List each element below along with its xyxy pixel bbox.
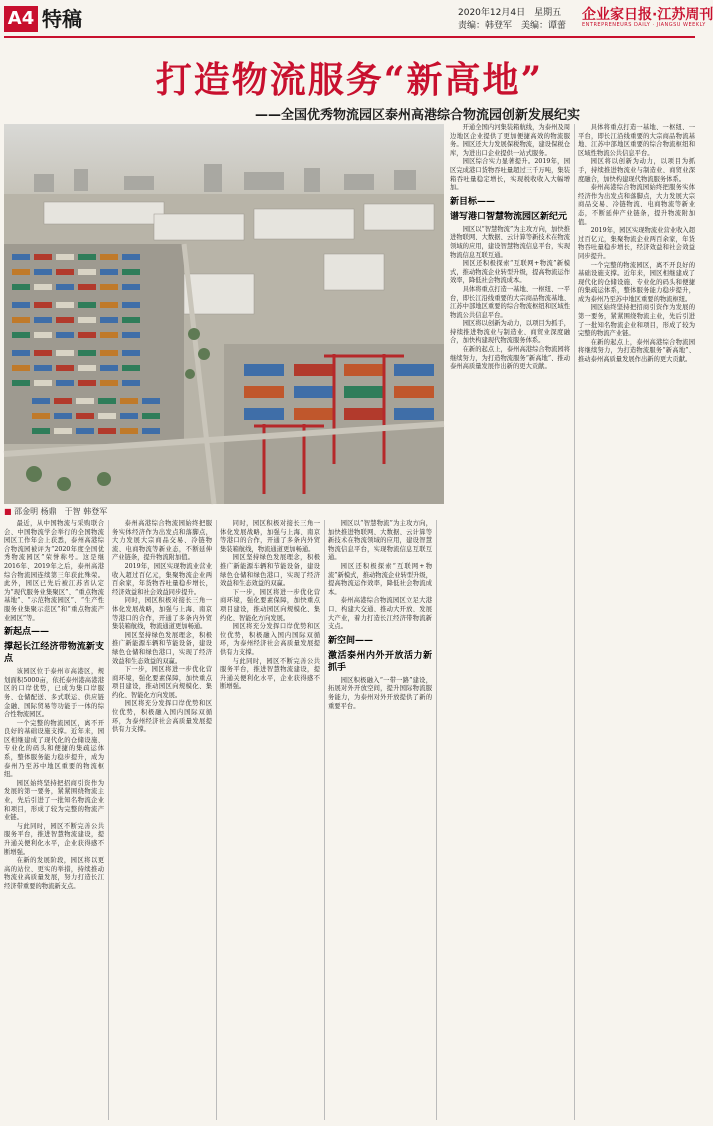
paragraph: 园区坚持绿色发展理念，积极推广新能源车辆和节能设备，建设绿色仓储和绿色港口，实现了经济效益和生态效益的双赢。 <box>112 631 212 665</box>
paragraph: 泰州高港综合物流园始终把服务实体经济作为出发点和落脚点，大力发展大宗商品交易、冷链物流、电商物流等新业态，不断延伸产业链条，提升物流附加值。 <box>112 520 212 562</box>
header-divider <box>4 36 695 38</box>
headline: 打造物流服务“新高地” <box>155 59 544 101</box>
newspaper-brand-en: ENTREPRENEURS DAILY · JIANGSU WEEKLY <box>582 22 706 28</box>
paragraph: 园区积极融入“一带一路”建设，拓展对外开放空间，提升国际物流服务能力，为泰州对外开放提供了新的重要平台。 <box>328 676 432 710</box>
paragraph: 一个完整的物流园区，离不开良好的基础设施支撑。近年来，园区相继建成了现代化的仓储设施、专业化的码头和便捷的集疏运体系，整体服务能力稳步提升，成为泰州乃至苏中地区重要的物流枢纽。 <box>578 261 695 303</box>
page-header <box>0 0 713 44</box>
paragraph: 园区将以创新为动力，以项目为抓手，持续推进物流业与制造业、商贸业深度融合，加快构建现代物流服务体系。 <box>578 158 695 183</box>
page-number-badge: A4 <box>4 6 38 32</box>
paragraph: 园区将以创新为动力，以项目为抓手，持续推进物流业与制造业、商贸业深度融合，加快构建现代物流服务体系。 <box>450 320 570 345</box>
paragraph: 与此同时，园区不断完善公共服务平台，推进智慧物流建设，提升通关便利化水平，企业获得感不断增强。 <box>4 822 104 856</box>
aerial-photo-logistics-park <box>4 124 444 504</box>
caption-marker: ■ <box>4 507 12 516</box>
paragraph: 园区始终坚持把招商引资作为发展的第一要务，紧紧围绕物流主业，先后引进了一批知名物流企业和项目，形成了较为完整的物流产业链。 <box>578 304 695 338</box>
paragraph: 园区以“智慧物流”为主攻方向，加快推进物联网、大数据、云计算等新技术在物流领域的应用，建设智慧物流信息平台，实现物流信息互联互通。 <box>328 520 432 562</box>
subheadline: ——全国优秀物流园区泰州高港综合物流园创新发展纪实 <box>254 108 580 123</box>
paragraph: 园区坚持绿色发展理念，积极推广新能源车辆和节能设备，建设绿色仓储和绿色港口，实现了经济效益和生态效益的双赢。 <box>220 554 320 588</box>
article-column-6 <box>578 124 695 1120</box>
paragraph: 下一步，园区将进一步优化营商环境，强化要素保障，加快重点项目建设，推动园区向规模化、集约化、智能化方向发展。 <box>220 588 320 622</box>
paragraph: 具体将重点打造一基地、一枢纽、一平台，即长江沿线重要的大宗商品物流基地、江苏中部地区重要的综合物流枢纽和区域性物流公共信息平台。 <box>450 285 570 319</box>
paragraph: 园区综合实力显著提升。2019年，园区完成港口货物吞吐量超过三千万吨，集装箱吞吐量稳定增长，实现税收收入大幅增加。 <box>450 158 570 192</box>
paragraph: 园区将充分发挥口岸优势和区位优势，积极融入国内国际双循环，为泰州经济社会高质量发展提供有力支撑。 <box>220 623 320 656</box>
article-column-4 <box>328 520 432 1120</box>
newspaper-brand: 企业家日报·江苏周刊 <box>582 7 713 23</box>
paragraph: 园区将充分发挥口岸优势和区位优势，积极融入国内国际双循环，为泰州经济社会高质量发展提供有力支撑。 <box>112 700 212 734</box>
article-column-5 <box>450 124 570 1120</box>
paragraph: 一个完整的物流园区，离不开良好的基础设施支撑。近年来，园区相继建成了现代化的仓储设施、专业化的码头和便捷的集疏运体系，整体服务能力稳步提升，成为泰州乃至苏中地区重要的物流枢纽。 <box>4 719 104 779</box>
paragraph: 园区还积极探索“互联网+物流”新模式，推动物流企业转型升级，提高物流运作效率，降低社会物流成本。 <box>450 260 570 285</box>
paragraph: 下一步，园区将进一步优化营商环境，强化要素保障，加快重点项目建设，推动园区向规模化、集约化、智能化方向发展。 <box>112 666 212 699</box>
paragraph: 最近，从中国物流与采购联合会、中国物流学会举行的全国物流园区工作年会上获悉，泰州高港综合物流园被评为“2020年度全国优秀物流园区”荣誉称号。这是继2016年、2019年之后，泰州高港综合物流园连续第三年获此殊荣。此外，园区已先后被江苏省认定为“现代服务业集聚区”、“重点物流基地”、“示范物流园区”、“生产性服务业集聚示范区”和“重点物流产业园区”等。 <box>4 520 104 622</box>
column-divider <box>436 520 437 1120</box>
paragraph: 与此同时，园区不断完善公共服务平台，推进智慧物流建设，提升通关便利化水平，企业获得感不断增强。 <box>220 657 320 691</box>
paragraph: 园区还积极探索“互联网+物流”新模式，推动物流企业转型升级，提高物流运作效率，降低社会物流成本。 <box>328 562 432 596</box>
paragraph: 开通全国内河集装箱航线，为泰州及周边地区企业提供了更加便捷高效的物流服务。园区还大力发展保税物流，建设保税仓库，为进出口企业提供一站式服务。 <box>450 124 570 157</box>
paragraph: 泰州高港综合物流园区立足大港口、构建大交通、推动大开放、发展大产业，着力打造长江经济带物流新支点。 <box>328 597 432 631</box>
paragraph: 2019年，园区实现物流业营业收入超过百亿元，集聚物流企业两百余家，年货物吞吐量稳步增长，经济效益和社会效益同步提升。 <box>578 227 695 260</box>
photo-caption <box>4 506 107 517</box>
section-title: 特稿 <box>42 7 82 31</box>
paragraph: 具体将重点打造一基地、一枢纽、一平台，即长江沿线重要的大宗商品物流基地、江苏中部地区重要的综合物流枢纽和区域性物流公共信息平台。 <box>578 124 695 157</box>
section-heading-1-sub: 撑起长江经济带物流新支点 <box>4 642 104 665</box>
paragraph: 同时，园区积极对接长三角一体化发展战略，加强与上海、南京等港口的合作，开通了多条内外贸集装箱航线，物流通道更加畅通。 <box>112 597 212 631</box>
section-heading-3: 新空间—— <box>328 635 374 646</box>
article-column-3 <box>220 520 320 1120</box>
paragraph: 2019年，园区实现物流业营业收入超过百亿元，集聚物流企业两百余家，年货物吞吐量稳步增长，经济效益和社会效益同步提升。 <box>112 562 212 596</box>
article-column-2 <box>112 520 212 1120</box>
paragraph: 在新的发展阶段，园区将以更高的站位、更实的举措，持续推动物流业高质量发展，努力打造长江经济带重要的物流新支点。 <box>4 857 104 890</box>
caption-credit: 邵金明 杨鼎 于智 韩登军 <box>14 507 108 516</box>
column-divider <box>216 520 217 1120</box>
paragraph: 泰州高港综合物流园始终把服务实体经济作为出发点和落脚点，大力发展大宗商品交易、冷链物流、电商物流等新业态，不断延伸产业链条，提升物流附加值。 <box>578 184 695 226</box>
paragraph: 在新的起点上，泰州高港综合物流园将继续努力，为打造物流服务“新高地”、推动泰州高质量发展作出新的更大贡献。 <box>578 338 695 364</box>
paragraph: 园区以“智慧物流”为主攻方向，加快推进物联网、大数据、云计算等新技术在物流领域的应用，建设智慧物流信息平台，实现物流信息互联互通。 <box>450 225 570 259</box>
section-heading-2: 新目标—— <box>450 196 496 207</box>
paragraph: 在新的起点上，泰州高港综合物流园将继续努力，为打造物流服务“新高地”、推动泰州高质量发展作出新的更大贡献。 <box>450 346 570 371</box>
section-heading-3-sub: 激活泰州内外开放活力新抓手 <box>328 650 432 673</box>
issue-date: 2020年12月4日 星期五 <box>458 8 562 18</box>
paragraph: 园区始终坚持把招商引资作为发展的第一要务，紧紧围绕物流主业，先后引进了一批知名物流企业和项目，形成了较为完整的物流产业链。 <box>4 779 104 822</box>
article-column-1 <box>4 520 104 1120</box>
section-heading-1: 新起点—— <box>4 627 50 638</box>
editors-credit: 责编：韩登军 美编：谭蕾 <box>458 21 567 31</box>
paragraph: 该园区位于泰州市高港区，规划面积5000亩，依托泰州港高港港区的口岸优势，已成为集口岸服务、仓储配送、多式联运、供应链金融、国际贸易等功能于一体的综合性物流园区。 <box>4 668 104 719</box>
column-divider <box>324 520 325 1120</box>
aerial-photo-illustration <box>4 124 444 504</box>
column-divider <box>574 124 575 1120</box>
paragraph: 同时，园区积极对接长三角一体化发展战略，加强与上海、南京等港口的合作，开通了多条内外贸集装箱航线，物流通道更加畅通。 <box>220 520 320 553</box>
column-divider <box>108 520 109 1120</box>
section-heading-2-sub: 谱写港口智慧物流园区新纪元 <box>450 211 568 222</box>
